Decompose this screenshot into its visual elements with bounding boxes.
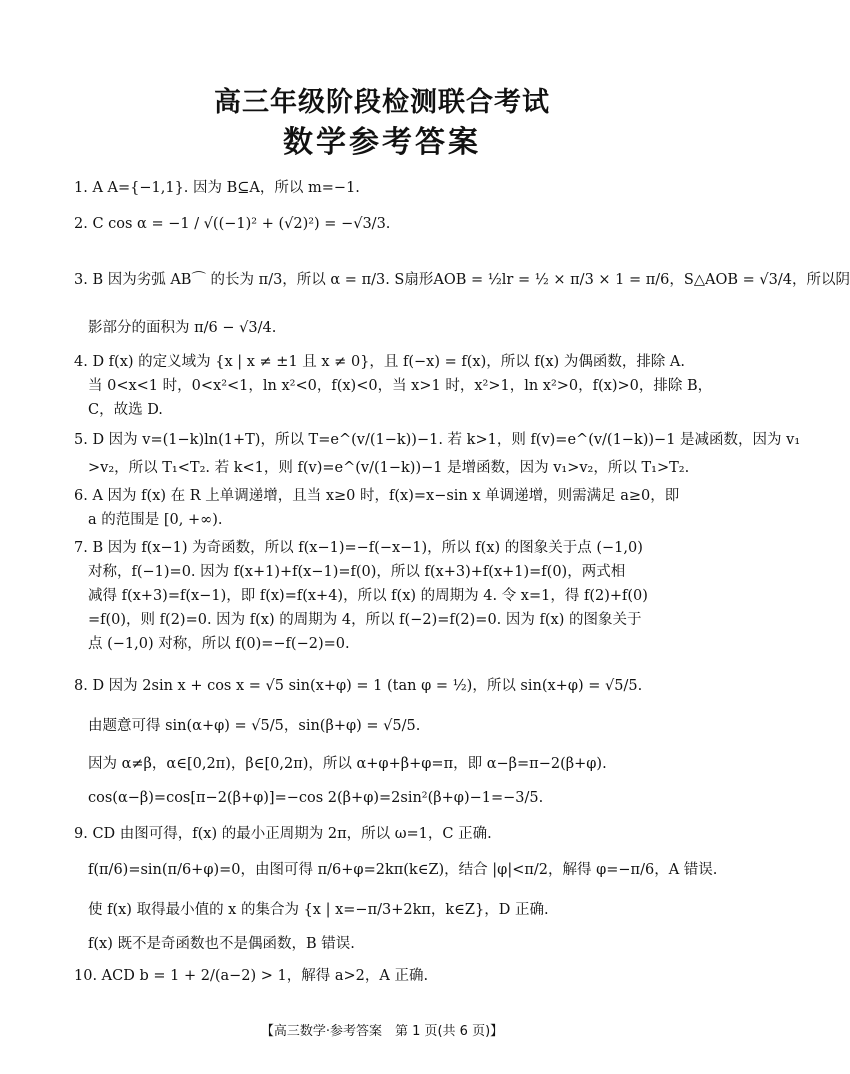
- answer-line: 使 f(x) 取得最小值的 x 的集合为 {x | x=−π/3+2kπ，k∈Z}，D 正确.: [88, 902, 549, 918]
- document-title: 高三年级阶段检测联合考试: [214, 87, 550, 118]
- answer-line: 7. B 因为 f(x−1) 为奇函数，所以 f(x−1)=−f(−x−1)，所以 f(x) 的图象关于点 (−1,0): [74, 540, 643, 556]
- answer-line: 因为 α≠β，α∈[0,2π)，β∈[0,2π)，所以 α+φ+β+φ=π，即 α−β=π−2(β+φ).: [88, 756, 607, 772]
- answer-line: 对称，f(−1)=0. 因为 f(x+1)+f(x−1)=f(0)，所以 f(x+3)+f(x+1)=f(0)，两式相: [88, 564, 626, 580]
- answer-line: >v₂，所以 T₁<T₂. 若 k<1，则 f(v)=e^(v/(1−k))−1 是增函数，因为 v₁>v₂，所以 T₁>T₂.: [88, 460, 690, 476]
- answer-line: 1. A A={−1,1}. 因为 B⊆A，所以 m=−1.: [74, 180, 360, 196]
- answer-line: 3. B 因为劣弧 AB⌒ 的长为 π/3，所以 α = π/3. S扇形AOB = ½lr = ½ × π/3 × 1 = π/6，S△AOB = √3/4，所以阴: [74, 272, 850, 288]
- answer-line: f(x) 既不是奇函数也不是偶函数，B 错误.: [88, 936, 355, 952]
- answer-line: 由题意可得 sin(α+φ) = √5/5，sin(β+φ) = √5/5.: [88, 718, 421, 734]
- answer-line: 减得 f(x+3)=f(x−1)，即 f(x)=f(x+4)，所以 f(x) 的周期为 4. 令 x=1，得 f(2)+f(0): [88, 588, 648, 604]
- answer-line: 当 0<x<1 时，0<x²<1，ln x²<0，f(x)<0，当 x>1 时，x²>1，ln x²>0，f(x)>0，排除 B，: [88, 378, 713, 394]
- answer-line: =f(0)，则 f(2)=0. 因为 f(x) 的周期为 4，所以 f(−2)=f(2)=0. 因为 f(x) 的图象关于: [88, 612, 642, 628]
- answer-line: 9. CD 由图可得，f(x) 的最小正周期为 2π，所以 ω=1，C 正确.: [74, 826, 492, 842]
- page-footer: 【高三数学·参考答案 第 1 页(共 6 页)】: [260, 1024, 504, 1039]
- answer-line: 5. D 因为 v=(1−k)ln(1+T)，所以 T=e^(v/(1−k))−1. 若 k>1，则 f(v)=e^(v/(1−k))−1 是减函数，因为 v₁: [74, 432, 801, 448]
- document-subtitle: 数学参考答案: [283, 125, 481, 160]
- answer-line: 6. A 因为 f(x) 在 R 上单调递增，且当 x≥0 时，f(x)=x−sin x 单调递增，则需满足 a≥0，即: [74, 488, 680, 504]
- answer-line: f(π/6)=sin(π/6+φ)=0，由图可得 π/6+φ=2kπ(k∈Z)，结合 |φ|<π/2，解得 φ=−π/6，A 错误.: [88, 862, 718, 878]
- answer-line: a 的范围是 [0, +∞).: [88, 512, 223, 528]
- answer-line: 10. ACD b = 1 + 2/(a−2) > 1，解得 a>2，A 正确.: [74, 968, 429, 984]
- answer-line: C，故选 D.: [88, 402, 163, 418]
- answer-line: 8. D 因为 2sin x + cos x = √5 sin(x+φ) = 1 (tan φ = ½)，所以 sin(x+φ) = √5/5.: [74, 678, 643, 694]
- answer-line: 影部分的面积为 π/6 − √3/4.: [88, 320, 277, 336]
- answer-line: 点 (−1,0) 对称，所以 f(0)=−f(−2)=0.: [88, 636, 350, 652]
- answer-line: 2. C cos α = −1 / √((−1)² + (√2)²) = −√3/3.: [74, 216, 391, 232]
- answer-line: 4. D f(x) 的定义域为 {x | x ≠ ±1 且 x ≠ 0}，且 f(−x) = f(x)，所以 f(x) 为偶函数，排除 A.: [74, 354, 686, 370]
- answer-line: cos(α−β)=cos[π−2(β+φ)]=−cos 2(β+φ)=2sin²(β+φ)−1=−3/5.: [88, 790, 544, 806]
